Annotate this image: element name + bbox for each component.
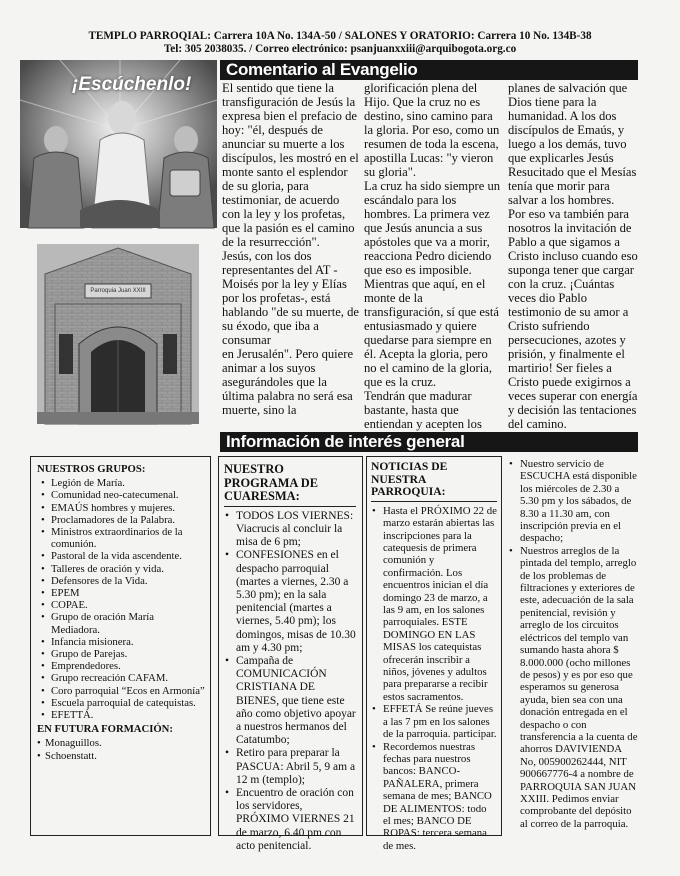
commentary-column-2 xyxy=(364,81,502,429)
list-item: • Legión de María. xyxy=(37,477,205,489)
groups-box xyxy=(30,456,211,836)
groups-list xyxy=(37,477,205,721)
list-item: • COPAE. xyxy=(37,599,205,611)
commentary-paragraph: en Jerusalén". Pero quiere animar a los suyos asegurándoles que la última palabra no será esa muerte, sino la xyxy=(222,347,354,417)
illustration-caption: ¡Escúchenlo! xyxy=(72,74,192,95)
church-facade-photo xyxy=(37,244,199,424)
list-item: • Pastoral de la vida ascendente. xyxy=(37,550,205,562)
list-item: • Escuela parroquial de catequistas. xyxy=(37,697,205,709)
list-item: • Nuestro servicio de ESCUCHA está disponible los miércoles de 2.30 a 5.30 pm y los sábados, de 8.30 a 11.30 am, con inscripción previa en el despacho; xyxy=(508,458,640,545)
contact-line: Tel: 305 2038035. / Correo electrónico: psanjuanxxiii@arquibogota.org.co xyxy=(163,43,517,55)
commentary-paragraph: Por eso va también para nosotros la invitación de Pablo a que sigamos a Cristo incluso cuando eso suponga tener que cargar con la cruz. ¡Cuántas veces dio Pablo testimonio de su amor a Cristo sufriendo persecuciones, azotes y prisión, y finalmente el martirio! Ser fieles a Cristo puede exigirnos a veces superar con energía y decisión las tentaciones del camino. xyxy=(508,207,638,431)
list-item: • EFETTÁ. xyxy=(37,709,205,721)
list-item: • Defensores de la Vida. xyxy=(37,575,205,587)
future-formation-list xyxy=(37,737,205,761)
commentary-paragraph: Mientras que aquí, en el monte de la transfiguración, sí que está entusiasmado y quiere quedarse para siempre en él. Acepta la gloria, pero no el camino de la gloria, que es la cruz. xyxy=(364,277,499,389)
list-item: • Ministros extraordinarios de la comunión. xyxy=(37,526,205,550)
parish-news-list xyxy=(371,505,497,852)
lent-program-list xyxy=(224,510,356,853)
list-item: • EFFETÁ Se reúne jueves a las 7 pm en los salones de la parroquia. participar. xyxy=(371,703,497,740)
list-item: • TODOS LOS VIERNES: Viacrucis al concluir la misa de 6 pm; xyxy=(224,510,356,550)
list-item: • CONFESIONES en el despacho parroquial (martes a viernes, 2.30 a 5.30 pm); en la sala penitencial (martes a viernes, 5.40 pm); los domingos, misas de 10.30 am y 4.30 pm; xyxy=(224,549,356,655)
general-info-title: Información de interés general xyxy=(220,432,638,452)
commentary-paragraph: Tendrán que madurar bastante, hasta que entiendan y acepten los xyxy=(364,389,482,431)
list-item: • Encuentro de oración con los servidores, PRÓXIMO VIERNES 21 de marzo, 6.40 pm con acto penitencial. xyxy=(224,787,356,853)
list-item: • EPEM xyxy=(37,587,205,599)
list-item: • Monaguillos. xyxy=(37,737,205,749)
list-item: • Schoenstatt. xyxy=(37,750,205,762)
list-item: • Talleres de oración y vida. xyxy=(37,563,205,575)
commentary-column-1 xyxy=(222,81,360,429)
list-item: • Nuestros arreglos de la pintada del templo, arreglo de los problemas de filtraciones y exteriores de este, adecuación de la sala penitencial, revisión y arreglo de los circuitos eléctricos del templo van sumando hasta ahora $ 8.000.000 (ocho millones de pesos) y es por eso que esperamos su generosa ayuda, bien sea con una donación entregada en el despacho o con transferencia a la cuenta de ahorros DAVIVIENDA No, 005900262444, NIT 900667776-4 a nombre de PARROQUIA SAN JUAN XXIII. Pedimos enviar comprobante del depósito al correo de la parroquia. xyxy=(508,545,640,830)
list-item: • Recordemos nuestras fechas para nuestros bancos: BANCO-PAÑALERA, primera semana de mes; BANCO DE ALIMENTOS: todo el mes; BANCO DE ROPAS: tercera semana de mes. xyxy=(371,741,497,853)
gospel-commentary-title: Comentario al Evangelio xyxy=(220,60,638,80)
list-item: • Coro parroquial “Ecos en Armonía” xyxy=(37,685,205,697)
list-item: • Grupo de oración María Mediadora. xyxy=(37,611,205,635)
future-formation-heading: EN FUTURA FORMACIÓN: xyxy=(37,723,173,736)
lent-program-box xyxy=(218,456,363,852)
parish-news-heading: NOTICIAS DE NUESTRA PARROQUIA: xyxy=(371,461,497,502)
church-facade-drawing xyxy=(37,244,199,424)
list-item: • Infancia misionera. xyxy=(37,636,205,648)
services-column xyxy=(508,458,640,833)
commentary-column-3 xyxy=(508,81,640,429)
groups-heading: NUESTROS GRUPOS: xyxy=(37,463,146,475)
list-item: • Emprendedores. xyxy=(37,660,205,672)
commentary-paragraph: La cruz ha sido siempre un escándalo para los hombres. La primera vez que Jesús anuncia a sus apóstoles que va a morir, reacciona Pedro diciendo que eso es imposible. xyxy=(364,179,501,277)
list-item: • Grupo de Parejas. xyxy=(37,648,205,660)
commentary-paragraph: planes de salvación que Dios tiene para la humanidad. A los dos discípulos de Emaús, y luego a los demás, tuvo que explicarles Jesús Resucitado que el Mesías tenía que morir para salvar a los hombres. xyxy=(508,81,637,207)
transfiguration-illustration xyxy=(20,60,217,228)
commentary-paragraph: El sentido que tiene la transfiguración de Jesús la expresa bien el prefacio de hoy: "él, después de anunciar su muerte a los discípulos, les mostró en el monte santo el esplendor de su gloria, para testimoniar, de acuerdo con la ley y los profetas, que la pasión es el camino de la resurrección". xyxy=(222,81,359,249)
list-item: • EMAÚS hombres y mujeres. xyxy=(37,502,205,514)
parish-sign: Parroquia Juan XXIII xyxy=(90,288,146,294)
address-line: TEMPLO PARROQIAL: Carrera 10A No. 134A-50 / SALONES Y ORATORIO: Carrera 10 No. 134B-38 xyxy=(88,30,592,42)
parish-news-box xyxy=(366,456,502,852)
list-item: • Campaña de COMUNICACIÓN CRISTIANA DE BIENES, que tiene este año como objetivo apoyar a nuestros hermanos del Catatumbo; xyxy=(224,655,356,747)
list-item: • Hasta el PRÓXIMO 22 de marzo estarán abiertas las inscripciones para la catequesis de primera comunión y confirmación. Los encuentros inician el día domingo 23 de marzo, a las 9 am, en los salones parroquiales. ESTE DOMINGO EN LAS MISAS los catequistas ofrecerán inscribir a niños, jóvenes y adultos para prepararse a recibir estos sacramentos. xyxy=(371,505,497,704)
list-item: • Proclamadores de la Palabra. xyxy=(37,514,205,526)
list-item: • Retiro para preparar la PASCUA: Abril 5, 9 am a 12 m (templo); xyxy=(224,747,356,787)
list-item: • Comunidad neo-catecumenal. xyxy=(37,489,205,501)
list-item: • Grupo recreación CAFAM. xyxy=(37,672,205,684)
commentary-paragraph: Jesús, con los dos representantes del AT - Moisés por la ley y Elías por los profetas-, está hablando "de su muerte, de su éxodo, que iba a consumar xyxy=(222,249,359,347)
commentary-paragraph: glorificación plena del Hijo. Que la cruz no es destino, sino camino para la gloria. Por eso, como un resumen de toda la escena, apostilla Lucas: "y vieron su gloria". xyxy=(364,81,500,179)
lent-program-heading: NUESTRO PROGRAMA DE CUARESMA: xyxy=(224,463,356,507)
services-list xyxy=(508,458,640,830)
